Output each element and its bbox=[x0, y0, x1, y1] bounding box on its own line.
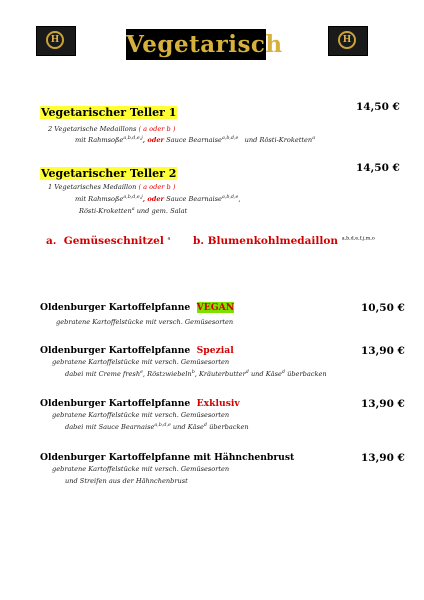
kartoffel-spezial-desc-line2: dabei mit Creme fresh$^e$, Röstzwiebeln$^b$, Kräuterbutter$^d$ und Käse$^d$ überbacken bbox=[65, 370, 327, 379]
logo-ring-icon: H bbox=[46, 31, 64, 49]
option-b: b. Blumenkohlmedaillon $^{a,b,d,e,f,j,m,o}$ bbox=[193, 235, 375, 247]
kartoffel-haehnchen-desc-line1: gebratene Kartoffelstücke mit versch. Gemüsesorten bbox=[52, 465, 230, 473]
kartoffel-vegan-desc: gebratene Kartoffelstücke mit versch. Gemüsesorten bbox=[56, 318, 234, 326]
teller2-desc-line3: Rösti-Kroketten$^a$ und gem. Salat bbox=[79, 207, 188, 216]
option-a: a. Gemüseschnitzel $^a$ bbox=[46, 235, 171, 247]
kartoffel-haehnchen-desc-line2: und Streifen aus der Hähnchenbrust bbox=[65, 477, 188, 485]
vegan-badge: VEGAN bbox=[196, 302, 235, 313]
teller2-desc-line2: mit Rahmsoße$^{a,b,d,e,j}$, oder Sauce Bearnaise$^{a,b,d,e}$, bbox=[75, 195, 241, 204]
teller2-price: 14,50 € bbox=[356, 162, 400, 174]
kartoffel-vegan-name: Oldenburger Kartoffelpfanne VEGAN bbox=[40, 302, 235, 313]
kartoffel-vegan-price: 10,50 € bbox=[361, 302, 405, 314]
logo-left bbox=[36, 26, 76, 56]
kartoffel-haehnchen-price: 13,90 € bbox=[361, 452, 405, 464]
kartoffel-haehnchen-name: Oldenburger Kartoffelpfanne mit Hähnchenbrust bbox=[40, 452, 295, 463]
teller1-desc-line2: mit Rahmsoße$^{a,b,d,e,j}$, oder Sauce Bearnaise$^{a,b,d,e}$ und Rösti-Kroketten$^a$ bbox=[75, 136, 316, 145]
teller2-name: Vegetarischer Teller 2 bbox=[41, 167, 177, 180]
kartoffel-spezial-price: 13,90 € bbox=[361, 345, 405, 357]
teller1-name: Vegetarischer Teller 1 bbox=[41, 106, 177, 119]
teller1-price: 14,50 € bbox=[356, 101, 400, 113]
kartoffel-exklusiv-name: Oldenburger Kartoffelpfanne Exklusiv bbox=[40, 398, 240, 409]
logo-right bbox=[328, 26, 368, 56]
kartoffel-exklusiv-desc-line1: gebratene Kartoffelstücke mit versch. Gemüsesorten bbox=[52, 411, 230, 419]
page-title: Vegetarisch bbox=[126, 31, 283, 58]
kartoffel-spezial-desc-line1: gebratene Kartoffelstücke mit versch. Gemüsesorten bbox=[52, 358, 230, 366]
kartoffel-spezial-name: Oldenburger Kartoffelpfanne Spezial bbox=[40, 345, 234, 356]
kartoffel-exklusiv-desc-line2: dabei mit Sauce Bearnaise$^{a,b,d,e}$ und Käse$^d$ überbacken bbox=[65, 423, 249, 432]
kartoffel-exklusiv-price: 13,90 € bbox=[361, 398, 405, 410]
teller2-desc-line1: 1 Vegetarisches Medaillon ( a oder b ) bbox=[48, 183, 176, 191]
logo-ring-icon: H bbox=[338, 31, 356, 49]
teller1-desc-line1: 2 Vegetarische Medaillons ( a oder b ) bbox=[48, 125, 176, 133]
